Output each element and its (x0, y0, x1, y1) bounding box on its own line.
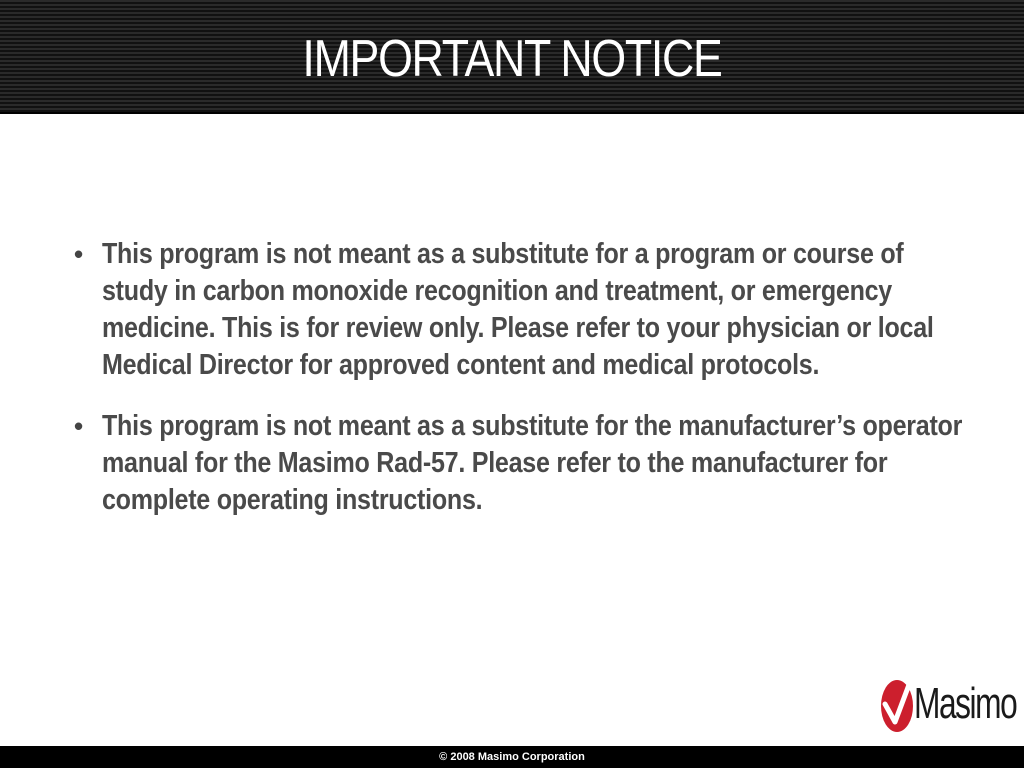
footer-bar (0, 746, 1024, 768)
masimo-check-circle-icon (880, 674, 914, 734)
bullet-item (72, 408, 972, 519)
notice-content (72, 236, 972, 543)
bullet-list (72, 236, 972, 519)
bullet-icon: • (74, 239, 84, 269)
bullet-item (72, 236, 972, 384)
logo-wordmark: Masimo (914, 679, 1017, 728)
bullet-text: This program is not meant as a substitute for a program or course of study in carbon monoxide recognition and treatment, or emergency medicine. This is for review only. Please refer to your physician or local Medical Director for approved content and medical protocols. (102, 238, 934, 381)
page-title: IMPORTANT NOTICE (302, 30, 722, 88)
bullet-text: This program is not meant as a substitute for the manufacturer’s operator manual for the Masimo Rad-57. Please refer to the manufacturer for complete operating instructions. (102, 410, 963, 516)
masimo-logo (880, 670, 1017, 736)
title-bar (0, 0, 1024, 114)
copyright-text: © 2008 Masimo Corporation (439, 751, 585, 763)
bullet-icon: • (74, 411, 84, 441)
